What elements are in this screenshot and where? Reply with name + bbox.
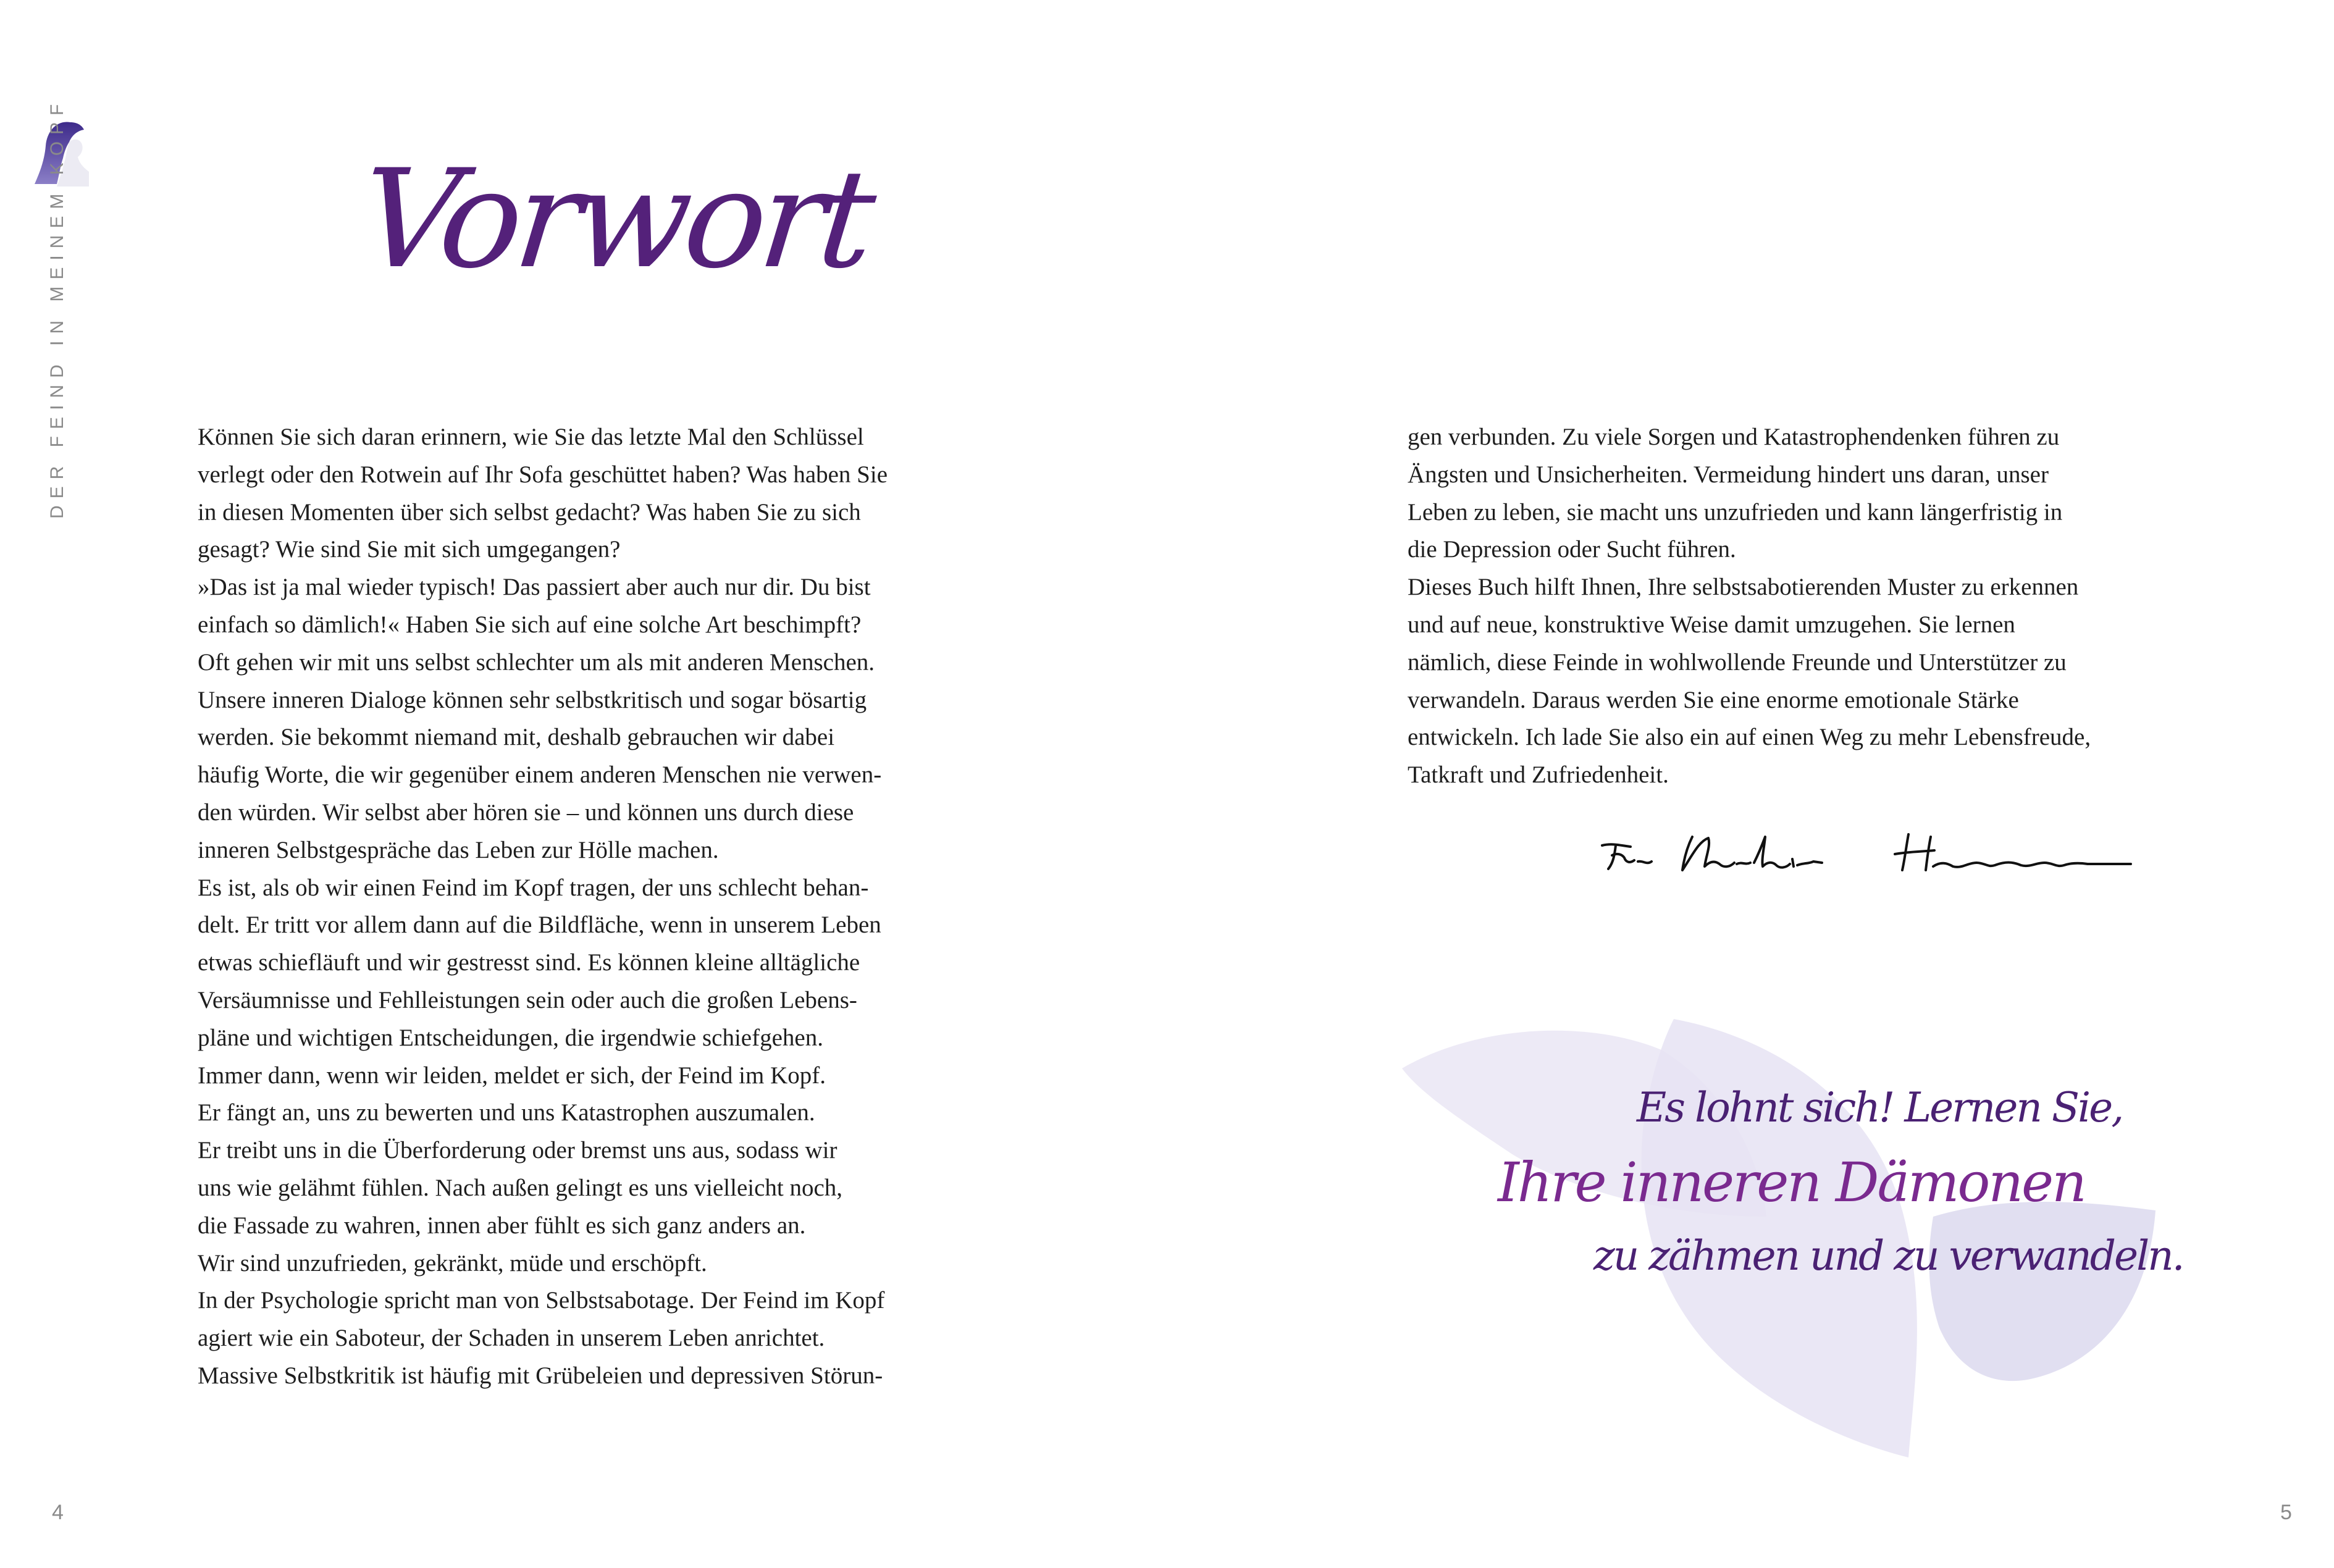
text-line: Es ist, als ob wir einen Feind im Kopf tragen, der uns schlecht behan-: [198, 874, 869, 901]
running-header: DER FEIND IN MEINEM KOPF: [47, 97, 67, 519]
text-line: gen verbunden. Zu viele Sorgen und Katastrophendenken führen zu: [1408, 424, 2060, 450]
text-line: und auf neue, konstruktive Weise damit umzugehen. Sie lernen: [1408, 611, 2015, 638]
text-line: delt. Er tritt vor allem dann auf die Bildfläche, wenn in unserem Leben: [198, 912, 881, 939]
text-line: entwickeln. Ich lade Sie also ein auf einen Weg zu mehr Lebensfreude,: [1408, 724, 2091, 751]
text-line: in diesen Momenten über sich selbst gedacht? Was haben Sie zu sich: [198, 498, 861, 526]
text-line: Dieses Buch hilft Ihnen, Ihre selbstsabotierenden Muster zu erkennen: [1408, 574, 2079, 601]
text-line: Können Sie sich daran erinnern, wie Sie das letzte Mal den Schlüssel: [198, 424, 864, 450]
quote-line-2: Ihre inneren Dämonen: [1498, 1151, 2085, 1214]
page-number-left: 4: [52, 1501, 64, 1524]
text-line: Er fängt an, uns zu bewerten und uns Katastrophen auszumalen.: [198, 1099, 815, 1126]
text-line: Er treibt uns in die Überforderung oder bremst uns aus, sodass wir: [198, 1137, 837, 1164]
text-line: uns wie gelähmt fühlen. Nach außen gelingt es uns vielleicht noch,: [198, 1174, 843, 1201]
text-line: werden. Sie bekommt niemand mit, deshalb gebrauchen wir dabei: [198, 724, 835, 751]
page-number-right: 5: [2280, 1501, 2292, 1524]
text-line: nämlich, diese Feinde in wohlwollende Freunde und Unterstützer zu: [1408, 648, 2067, 676]
text-line: gesagt? Wie sind Sie mit sich umgegangen?: [198, 536, 621, 563]
text-line: agiert wie ein Saboteur, der Schaden in unserem Leben anrichtet.: [198, 1325, 825, 1352]
text-line: Oft gehen wir mit uns selbst schlechter um als mit anderen Menschen.: [198, 648, 875, 676]
text-line: etwas schiefläuft und wir gestresst sind. Es können kleine alltägliche: [198, 949, 860, 976]
text-line: Wir sind unzufrieden, gekränkt, müde und erschöpft.: [198, 1249, 707, 1277]
text-line: Massive Selbstkritik ist häufig mit Grübeleien und depressiven Störun-: [198, 1362, 883, 1389]
quote-line-1: Es lohnt sich! Lernen Sie,: [1637, 1084, 2123, 1131]
text-line: einfach so dämlich!« Haben Sie sich auf eine solche Art beschimpft?: [198, 611, 862, 638]
text-line: Immer dann, wenn wir leiden, meldet er sich, der Feind im Kopf.: [198, 1062, 826, 1089]
text-line: die Fassade zu wahren, innen aber fühlt es sich ganz anders an.: [198, 1212, 806, 1239]
left-body-text: [198, 419, 888, 1395]
text-line: die Depression oder Sucht führen.: [1408, 536, 1736, 563]
text-line: Unsere inneren Dialoge können sehr selbstkritisch und sogar bösartig: [198, 686, 867, 713]
text-line: »Das ist ja mal wieder typisch! Das passiert aber auch nur dir. Du bist: [198, 574, 871, 601]
text-line: Versäumnisse und Fehlleistungen sein oder auch die großen Lebens-: [198, 986, 857, 1013]
right-body-text: [1408, 419, 2091, 794]
text-line: den würden. Wir selbst aber hören sie – und können uns durch diese: [198, 799, 854, 826]
text-line: Tatkraft und Zufriedenheit.: [1408, 761, 1669, 789]
page-title: Vorwort: [353, 140, 877, 298]
author-signature: [1600, 818, 2143, 886]
text-line: verlegt oder den Rotwein auf Ihr Sofa geschüttet haben? Was haben Sie: [198, 461, 888, 488]
text-line: Ängsten und Unsicherheiten. Vermeidung hindert uns daran, unser: [1408, 461, 2049, 488]
text-line: inneren Selbstgespräche das Leben zur Hölle machen.: [198, 836, 719, 863]
text-line: verwandeln. Daraus werden Sie eine enorme emotionale Stärke: [1408, 686, 2019, 713]
quote-line-3: zu zähmen und zu verwandeln.: [1593, 1232, 2183, 1280]
text-line: In der Psychologie spricht man von Selbstsabotage. Der Feind im Kopf: [198, 1287, 885, 1314]
text-line: pläne und wichtigen Entscheidungen, die irgendwie schiefgehen.: [198, 1024, 823, 1051]
text-line: häufig Worte, die wir gegenüber einem anderen Menschen nie verwen-: [198, 761, 882, 789]
text-line: Leben zu leben, sie macht uns unzufrieden und kann längerfristig in: [1408, 498, 2063, 526]
